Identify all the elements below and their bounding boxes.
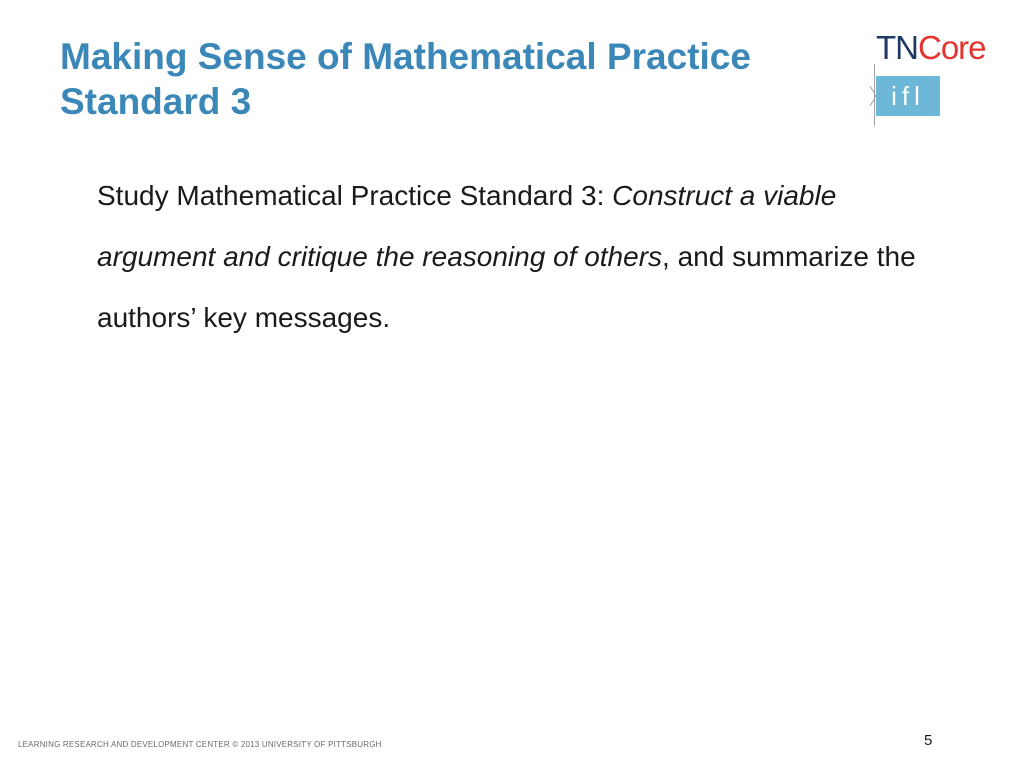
instruction-suffix: , and summarize the authors’ key messages. xyxy=(97,241,916,333)
slide-title-line-1: Making Sense of Mathematical Practice xyxy=(60,36,751,77)
ifl-logo-box: ifl xyxy=(876,76,940,116)
page-number: 5 xyxy=(924,732,933,749)
tncore-wordmark xyxy=(876,28,986,68)
footer-copyright: LEARNING RESEARCH AND DEVELOPMENT CENTER © 2013 UNIVERSITY OF PITTSBURGH xyxy=(18,740,382,749)
instruction-emphasis: Construct a viable argument and critique the reasoning of others xyxy=(97,180,837,272)
slide-title-line-2: Standard 3 xyxy=(60,81,252,122)
instruction-prefix: Study Mathematical Practice Standard 3: xyxy=(97,180,613,211)
slide-title xyxy=(60,34,860,124)
tncore-ifl-logo xyxy=(868,28,1008,128)
logo-core-text: Core xyxy=(918,29,986,66)
logo-tn-text: TN xyxy=(876,29,918,66)
instruction-text xyxy=(97,165,927,348)
